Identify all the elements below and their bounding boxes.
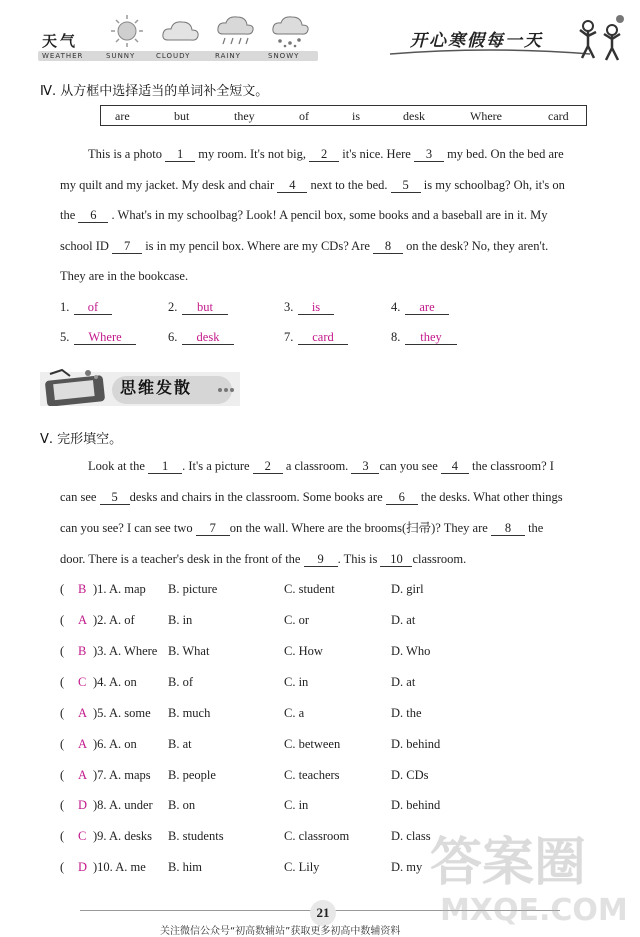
blank: 2 [253,460,283,474]
answer-number: 7. [284,330,294,344]
option-answer: D [78,860,88,874]
word-bank-item: are [115,109,130,123]
option-row: ( A )5. A. some B. much C. a D. the [60,706,422,720]
option-answer: B [78,644,87,658]
word-bank-item: is [352,109,361,123]
word-bank-item: of [299,109,309,123]
svg-text:答案圈: 答案圈 [430,833,587,893]
answer-fill: of [74,300,112,315]
cloudy-label: CLOUDY [156,52,191,60]
option-row: ( D )10. A. me B. him C. Lily D. my [60,860,423,874]
option-answer: A [78,613,88,627]
weather-labels [40,52,320,62]
blank: 8 [491,522,525,536]
blank: 3 [414,148,444,162]
word-bank-item: card [548,109,569,123]
blank: 5 [100,491,130,505]
passage-4-line-3: the 6 . What's in my schoolbag? Look! A pencil box, some books and a baseball are in it. My [60,208,548,222]
option-row: ( B )3. A. Where B. What C. How D. Who [60,644,431,658]
snowy-icon [268,14,312,48]
option-row: ( A )2. A. of B. in C. or D. at [60,613,416,627]
option-row: ( A )6. A. on B. at C. between D. behind [60,737,441,751]
answer-fill: but [182,300,228,315]
weather-title: 天气 [42,32,79,50]
option-answer: A [78,768,88,782]
answer-fill: are [405,300,449,315]
blank: 4 [441,460,469,474]
answer-number: 1. [60,300,70,314]
word-bank-item: Where [470,109,502,123]
brand-underline [390,44,590,58]
word-bank-box [100,105,587,126]
option-row: ( D )8. A. under B. on C. in D. behind [60,798,441,812]
option-row: ( A )7. A. maps B. people C. teachers D. CDs [60,768,429,782]
blank: 6 [386,491,418,505]
svg-text:MXQE.COM: MXQE.COM [440,893,628,928]
blank: 9 [304,553,338,567]
footer-note: 关注微信公众号“初高数辅站”获取更多初高中数辅资料 [160,926,401,937]
option-row: ( C )4. A. on B. of C. in D. at [60,675,416,689]
passage-4-line-2: my quilt and my jacket. My desk and chair 4 next to the bed. 5 is my schoolbag? Oh, it's on [60,178,565,192]
passage-5-line-2: can see 5 desks and chairs in the classroom. Some books are 6 the desks. What other things [60,490,563,504]
answer-number: 8. [391,330,401,344]
page-number: 21 [310,900,336,926]
cloudy-icon [158,14,202,48]
answer-number: 5. [60,330,70,344]
answer-fill: Where [74,330,136,345]
blank: 10 [380,553,412,567]
word-bank-item: desk [403,109,425,123]
section-4-title: Ⅳ. 从方框中选择适当的单词补全短文。 [40,84,269,99]
banner-title: 思维发散 [120,378,193,397]
passage-5-line-4: door. There is a teacher's desk in the front of the 9 . This is 10 classroom. [60,552,467,566]
answer-number: 3. [284,300,294,314]
sunny-icon [105,14,149,48]
word-bank-item: but [174,109,190,123]
option-answer: C [78,675,87,689]
answer-fill: they [405,330,457,345]
option-answer: D [78,798,88,812]
blank: 1 [165,148,195,162]
answer-number: 4. [391,300,401,314]
option-row: ( C )9. A. desks B. students C. classroom D. class [60,829,431,843]
kids-playing-icon [576,14,626,64]
answer-fill: desk [182,330,234,345]
option-answer: B [78,582,87,596]
watermark-logo [420,820,630,930]
answer-number: 2. [168,300,178,314]
word-bank-item: they [234,109,255,123]
passage-4-line-5: They are in the bookcase. [60,269,189,283]
blank: 7 [112,240,142,254]
brand-title: 开心寒假每一天 [410,31,543,51]
section-5-title: Ⅴ. 完形填空。 [40,432,123,447]
blank: 2 [309,148,339,162]
option-answer: C [78,829,87,843]
blank: 7 [196,522,230,536]
answer-fill: card [298,330,348,345]
passage-5-line-1: Look at the 1 . It's a picture 2 a classroom. 3 can you see 4 the classroom? I [88,459,554,473]
passage-5-line-3: can you see? I can see two 7 on the wall. Where are the brooms(扫帚)? They are 8 the [60,521,544,535]
passage-4-line-4: school ID 7 is in my pencil box. Where are my CDs? Are 8 on the desk? No, they aren't. [60,239,549,253]
blank: 4 [277,179,307,193]
rainy-icon [213,14,257,48]
blank: 8 [373,240,403,254]
answer-fill: is [298,300,334,315]
blank: 6 [78,209,108,223]
answer-number: 6. [168,330,178,344]
sunny-label: SUNNY [106,52,136,60]
rainy-label: RAINY [215,52,241,60]
blank: 5 [391,179,421,193]
option-answer: A [78,737,88,751]
snowy-label: SNOWY [268,52,300,60]
weather-label: WEATHER [42,52,84,60]
option-answer: A [78,706,88,720]
blank: 1 [148,460,182,474]
passage-4-line-1: This is a photo 1 my room. It's not big, 2 it's nice. Here 3 my bed. On the bed are [88,147,564,161]
blank: 3 [351,460,379,474]
option-row: ( B )1. A. map B. picture C. student D. girl [60,582,424,596]
